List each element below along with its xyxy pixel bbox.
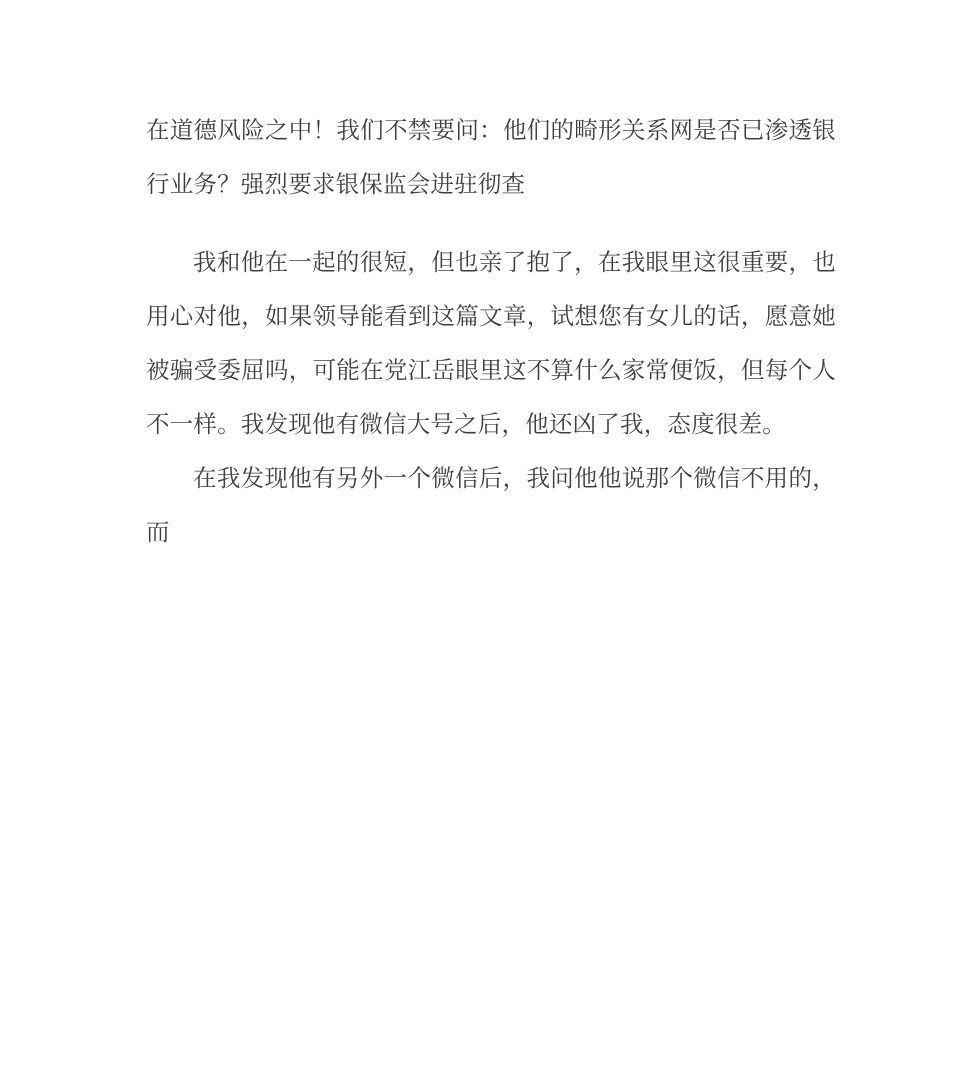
paragraph-1: 在道德风险之中！我们不禁要问：他们的畸形关系网是否已渗透银行业务？强烈要求银保监会进驻彻查 [146,118,836,198]
paragraph-spacer [146,212,836,236]
document-body [146,104,836,560]
paragraph-3: 在我发现他有另外一个微信后，我问他他说那个微信不用的，而 [146,466,836,546]
blank-page-area [146,560,836,1080]
paragraph-2: 我和他在一起的很短，但也亲了抱了，在我眼里这很重要，也用心对他，如果领导能看到这篇文章，试想您有女儿的话，愿意她被骗受委屈吗，可能在党江岳眼里这不算什么家常便饭，但每个人不一样。我发现他有微信大号之后，他还凶了我，态度很差。 [146,250,836,438]
